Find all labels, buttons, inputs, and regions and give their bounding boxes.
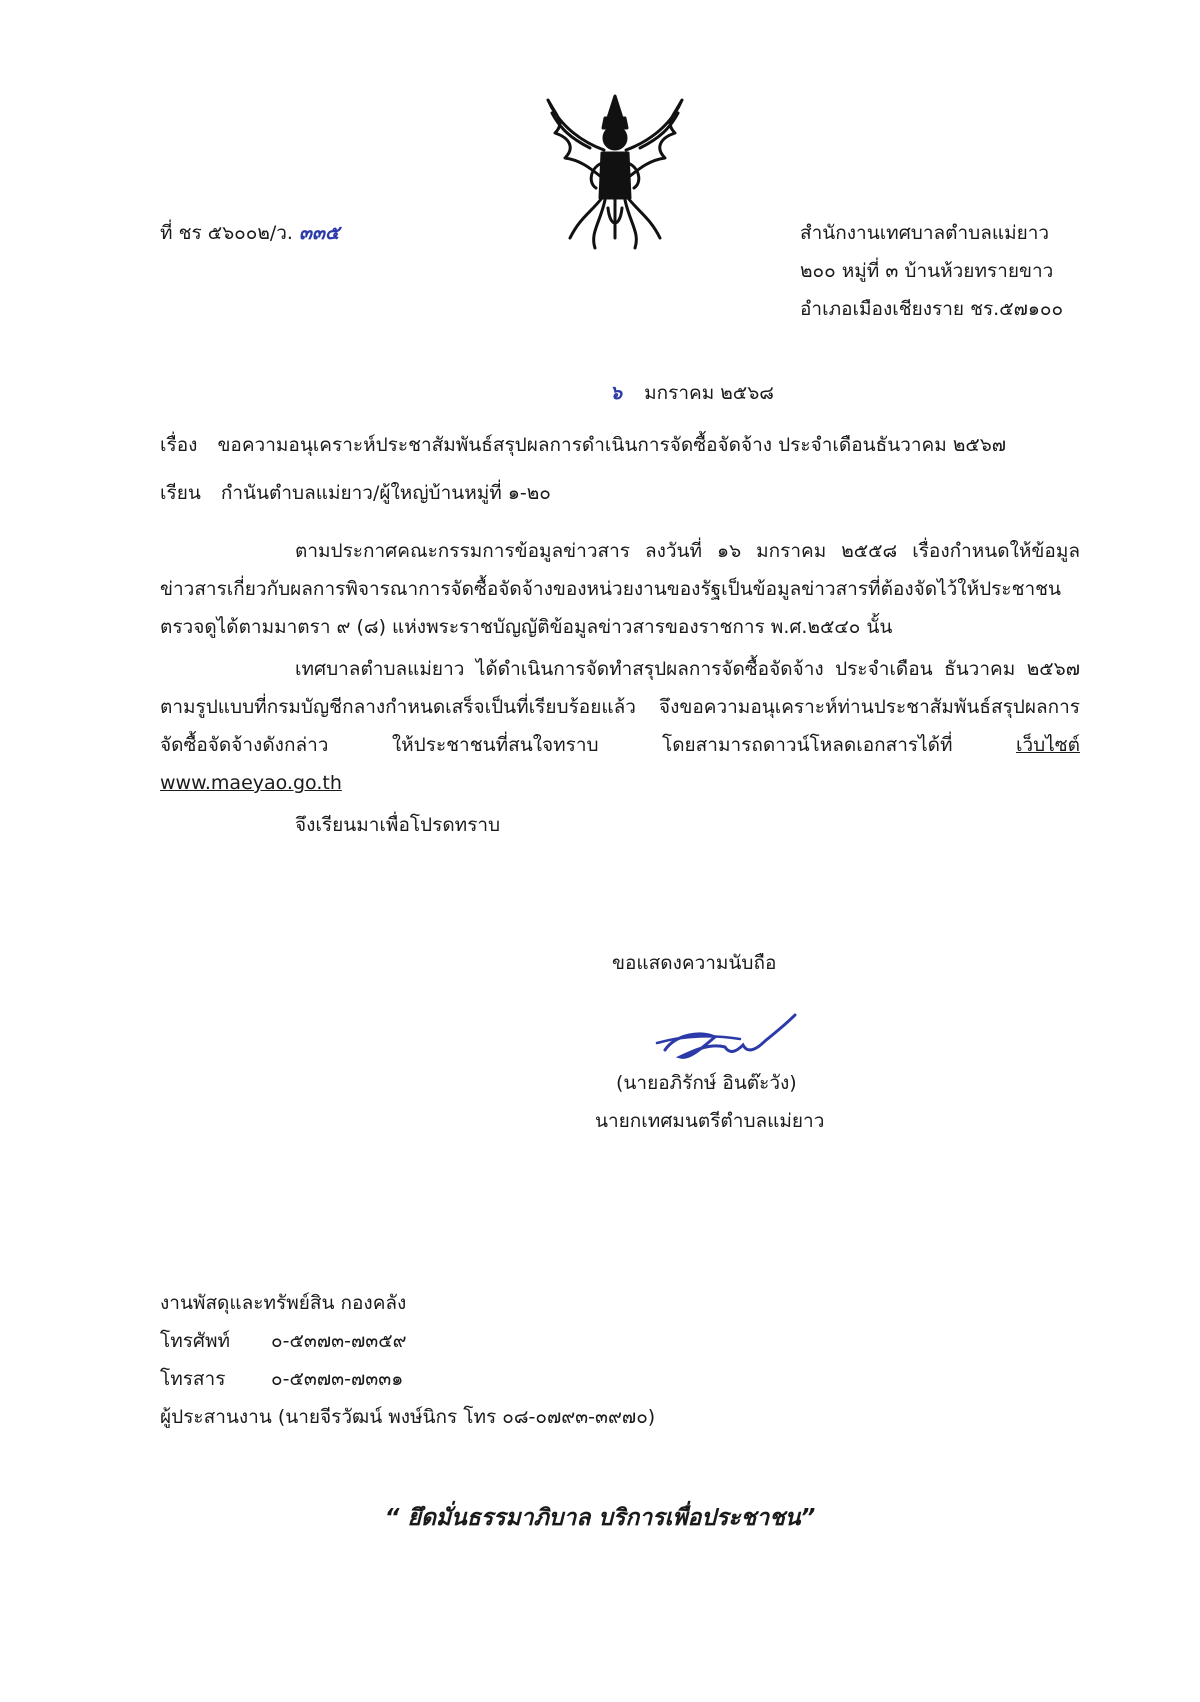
closing-line: จึงเรียนมาเพื่อโปรดทราบ [295, 814, 501, 836]
signer-name: (นายอภิรักษ์ อินต๊ะวัง) [616, 1072, 797, 1094]
subject-label: เรื่อง [160, 434, 198, 456]
sender-district: อำเภอเมืองเชียงราย ชร.๕๗๑๐๐ [800, 298, 1064, 320]
subject-text: ขอความอนุเคราะห์ประชาสัมพันธ์สรุปผลการดำเนินการจัดซื้อจัดจ้าง ประจำเดือนธันวาคม ๒๕๖๗ [217, 434, 1007, 456]
fax-label: โทรสาร [160, 1368, 226, 1390]
fax-number: ๐-๕๓๗๓-๗๓๓๑ [271, 1368, 404, 1390]
regards-line: ขอแสดงความนับถือ [612, 952, 777, 974]
recipient-label: เรียน [160, 482, 201, 504]
recipient-line [160, 478, 551, 508]
department-name: งานพัสดุและทรัพย์สิน กองคลัง [160, 1292, 407, 1314]
date-month-year: มกราคม ๒๕๖๘ [644, 382, 774, 404]
body-paragraph-1 [160, 532, 1080, 646]
subject-line [160, 430, 1006, 460]
coordinator-line: ผู้ประสานงาน (นายจีรวัฒน์ พงษ์นิกร โทร ๐๘-๐๗๙๓-๓๙๗๐) [160, 1406, 656, 1428]
reference-prefix: ที่ ชร ๕๖๐๐๒/ว. [160, 222, 293, 244]
reference-number [160, 218, 339, 248]
recipient-text: กำนันตำบลแม่ยาว/ผู้ใหญ่บ้านหมู่ที่ ๑-๒๐ [220, 482, 551, 504]
reference-handwritten-number: ๓๓๕ [299, 222, 340, 244]
signer-title: นายกเทศมนตรีตำบลแม่ยาว [595, 1110, 825, 1132]
phone-number: ๐-๕๓๗๓-๗๓๕๙ [271, 1330, 407, 1352]
body-paragraph-2 [160, 650, 1080, 802]
paragraph-2-text: เทศบาลตำบลแม่ยาว ได้ดำเนินการจัดทำสรุปผลการจัดซื้อจัดจ้าง ประจำเดือน ธันวาคม ๒๕๖๗ ตามรูปแบบที่กรมบัญชีกลางกำหนดเสร็จเป็นที่เรียบร้อยแล้ว จึงขอความอนุเคราะห์ท่านประชาสัมพันธ์สรุปผลการจัดซื้อจัดจ้างดังกล่าว ให้ประชาชนที่สนใจทราบ โดยสามารถดาวน์โหลดเอกสารได้ที่ [160, 658, 1080, 756]
website-link[interactable]: เว็บไซต์ www.maeyao.go.th [160, 734, 1080, 794]
fax-row [160, 1364, 403, 1394]
letter-date [610, 378, 774, 408]
motto: “ ยึดมั่นธรรมาภิบาล บริการเพื่อประชาชน” [384, 1505, 816, 1531]
sender-address-line: ๒๐๐ หมู่ที่ ๓ บ้านห้วยทรายขาว [800, 260, 1054, 282]
phone-row [160, 1326, 407, 1356]
garuda-emblem-icon [530, 88, 700, 258]
date-day-handwritten: ๖ [610, 382, 623, 404]
signature-icon [645, 1005, 805, 1075]
phone-label: โทรศัพท์ [160, 1330, 231, 1352]
paragraph-1-text: ตามประกาศคณะกรรมการข้อมูลข่าวสาร ลงวันที่ ๑๖ มกราคม ๒๕๕๘ เรื่องกำหนดให้ข้อมูลข่าวสารเกี่ยวกับผลการพิจารณาการจัดซื้อจัดจ้างของหน่วยงานของรัฐเป็นข้อมูลข่าวสารที่ต้องจัดไว้ให้ประชาชนตรวจดูได้ตามมาตรา ๙ (๘) แห่งพระราชบัญญัติข้อมูลข่าวสารของราชการ พ.ศ.๒๕๔๐ นั้น [160, 540, 1080, 638]
sender-office: สำนักงานเทศบาลตำบลแม่ยาว [800, 222, 1050, 244]
